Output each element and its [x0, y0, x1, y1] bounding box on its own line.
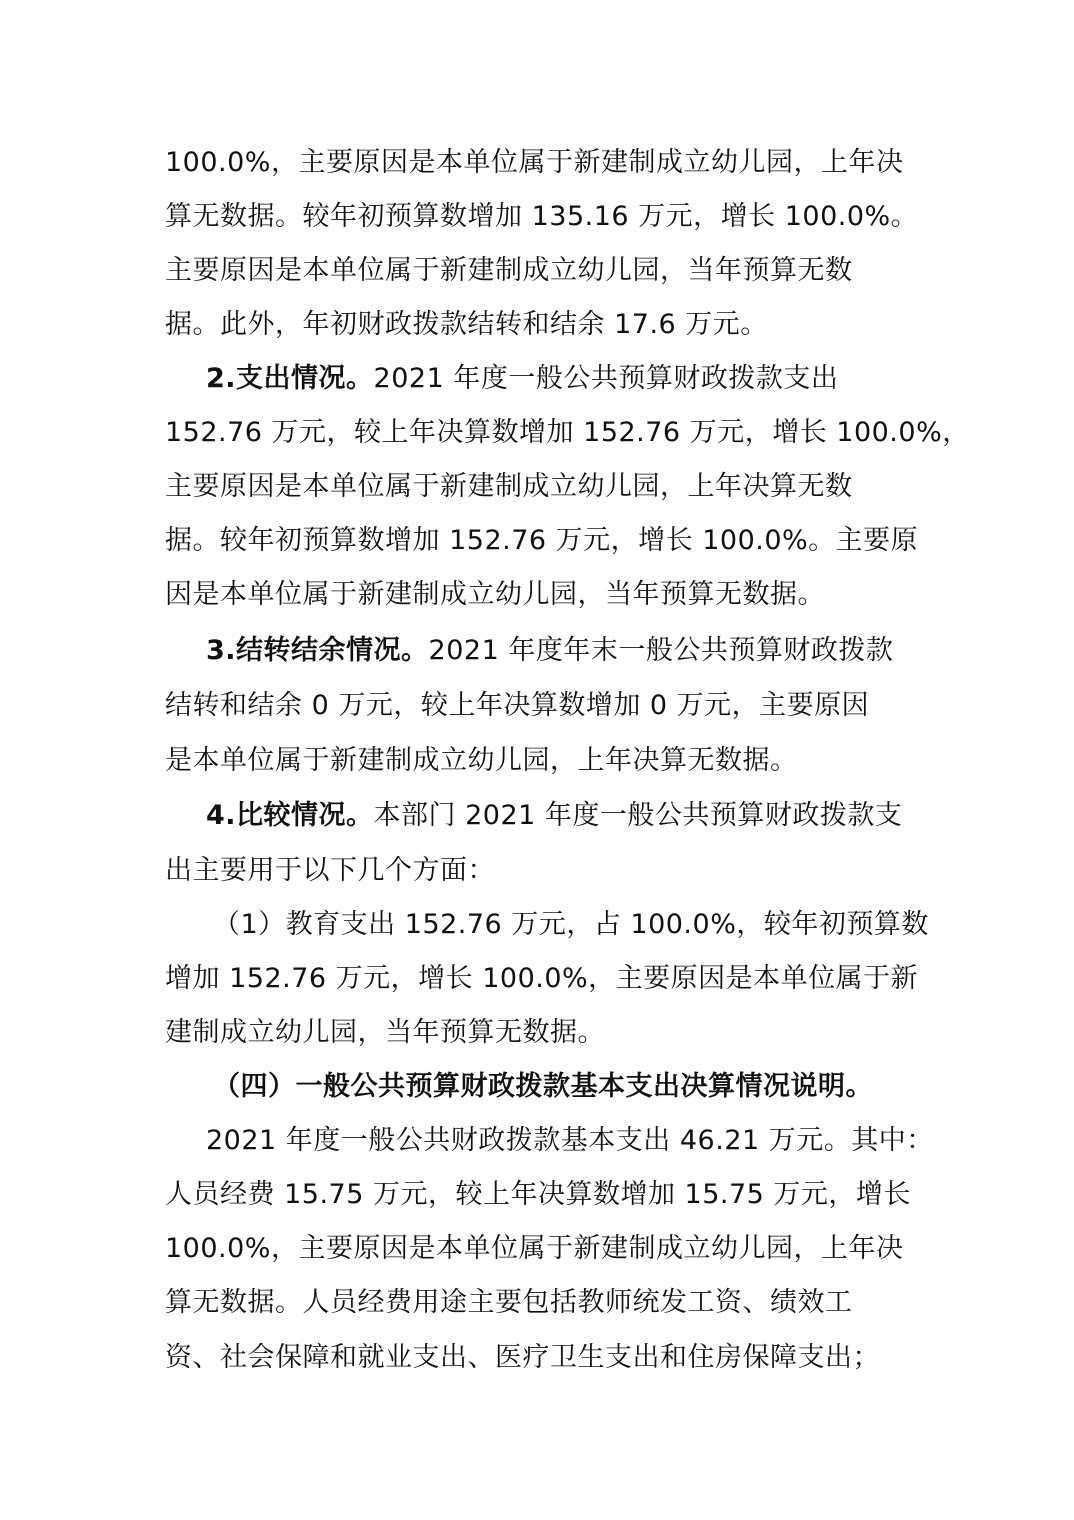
section-text: 2021 年度一般公共预算财政拨款支出: [373, 363, 839, 394]
paragraph-line: 100.0%，主要原因是本单位属于新建制成立幼儿园，上年决: [165, 1233, 904, 1264]
paragraph-line: 主要原因是本单位属于新建制成立幼儿园，当年预算无数: [165, 255, 853, 286]
paragraph-line: 资、社会保障和就业支出、医疗卫生支出和住房保障支出；: [165, 1342, 880, 1373]
paragraph-line: 算无数据。人员经费用途主要包括教师统发工资、绩效工: [165, 1287, 853, 1318]
paragraph-line: 出主要用于以下几个方面：: [165, 855, 495, 886]
paragraph-line: 据。较年初预算数增加 152.76 万元，增长 100.0%。主要原: [165, 525, 919, 556]
section-heading: 4.比较情况。: [206, 800, 374, 831]
paragraph-line: 增加 152.76 万元，增长 100.0%，主要原因是本单位属于新: [165, 963, 919, 994]
paragraph-line: （1）教育支出 152.76 万元，占 100.0%，较年初预算数: [213, 909, 929, 940]
paragraph-line: 因是本单位属于新建制成立幼儿园，当年预算无数据。: [165, 579, 825, 610]
section-heading: 2.支出情况。: [206, 363, 374, 394]
section-text: 2021 年度年末一般公共预算财政拨款: [428, 635, 894, 666]
paragraph-line: [206, 633, 893, 669]
paragraph-line: 建制成立幼儿园，当年预算无数据。: [165, 1017, 605, 1048]
section-heading: （四）一般公共预算财政拨款基本支出决算情况说明。: [213, 1071, 873, 1102]
paragraph-line: 2021 年度一般公共财政拨款基本支出 46.21 万元。其中：: [206, 1125, 934, 1156]
paragraph-line: 算无数据。较年初预算数增加 135.16 万元，增长 100.0%。: [165, 201, 919, 232]
paragraph-line: 152.76 万元，较上年决算数增加 152.76 万元，增长 100.0%，: [165, 417, 970, 448]
paragraph-line: [206, 361, 838, 397]
paragraph-line: 人员经费 15.75 万元，较上年决算数增加 15.75 万元，增长: [165, 1179, 911, 1210]
paragraph-line: 100.0%，主要原因是本单位属于新建制成立幼儿园，上年决: [165, 147, 904, 178]
section-heading: 3.结转结余情况。: [206, 635, 429, 666]
paragraph-line: 是本单位属于新建制成立幼儿园，上年决算无数据。: [165, 745, 798, 776]
paragraph-line: 主要原因是本单位属于新建制成立幼儿园，上年决算无数: [165, 471, 853, 502]
paragraph-line: 据。此外，年初财政拨款结转和结余 17.6 万元。: [165, 309, 768, 340]
section-text: 本部门 2021 年度一般公共预算财政拨款支: [373, 800, 903, 831]
paragraph-line: 结转和结余 0 万元，较上年决算数增加 0 万元，主要原因: [165, 690, 870, 721]
paragraph-line: [206, 798, 902, 834]
